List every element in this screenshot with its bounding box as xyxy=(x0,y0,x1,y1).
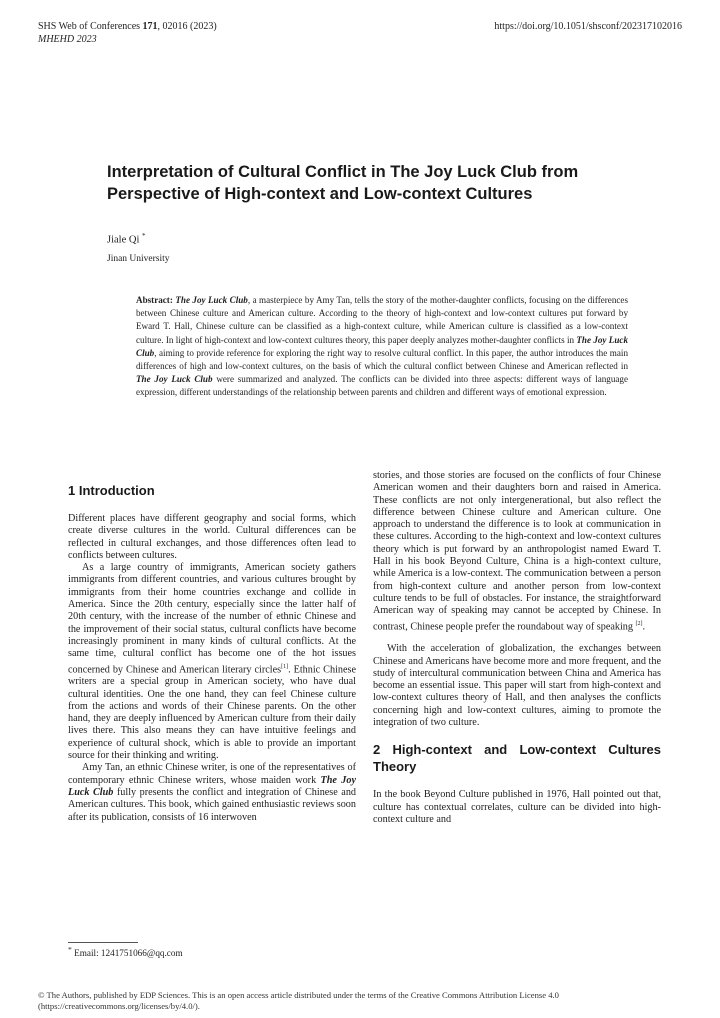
right-column xyxy=(373,470,661,826)
intro-paragraph-4 xyxy=(373,470,661,633)
intro-paragraph-5: With the acceleration of globalization, the exchanges between Chinese and Americans have become more and more frequent, and the study of intercultural communication between China and America has become an essential issue. This paper will start from high-context and low-context cultures theory of Hall, and then analyses the conflicts concerning high and low-context cultures, aiming to promote the integration of two culture. xyxy=(373,643,661,729)
article-number: , 02016 (2023) xyxy=(157,21,217,32)
footnote xyxy=(68,945,183,958)
intro-paragraph-2 xyxy=(68,562,356,762)
intro-work-title: The Joy Luck Club xyxy=(68,774,357,798)
author-line xyxy=(107,232,146,246)
author-footnote-mark: * xyxy=(142,232,146,240)
intro-paragraph-3-cont: fully presents the conflict and integration of Chinese and American cultures. This book, which gained enthusiastic reviews soon after its publication, consists of 16 interwoven xyxy=(68,786,357,823)
intro-paragraph-3-text: Amy Tan, an ethnic Chinese writer, is one of the representatives of contemporary ethnic Chinese writers, whose maiden work xyxy=(68,762,356,786)
citation-1[interactable]: [1] xyxy=(281,663,289,670)
intro-paragraph-3 xyxy=(68,762,356,823)
abstract-label: Abstract: xyxy=(136,295,173,305)
abstract xyxy=(136,294,628,400)
copyright-notice: © The Authors, published by EDP Sciences. This is an open access article distributed under the terms of the Creative Commons Attribution License 4.0 (https://creativecommons.org/licenses/by/4.0/). xyxy=(38,990,559,1011)
citation-2[interactable]: [2] xyxy=(635,620,643,627)
intro-paragraph-2-cont: . Ethnic Chinese writers are a special group in American society, who have dual cultural identities. One the one hand, they can feel Chinese culture from the actions and words of their Chinese parents. On the other hand, they are deeply influenced by American culture from their daily lives there. This also means they can have intuitive feelings and experience of cultural shock, which is able to provide an important source for their thinking and writing. xyxy=(68,663,357,762)
journal-volume: 171 xyxy=(142,21,158,32)
paper-title: Interpretation of Cultural Conflict in The Joy Luck Club from Perspective of High-context and Low-context Cultures xyxy=(107,163,579,203)
left-column xyxy=(68,482,356,824)
affiliation: Jinan University xyxy=(107,254,170,264)
section-2-heading: 2 High-context and Low-context Cultures Theory xyxy=(373,742,661,775)
intro-paragraph-4-text: stories, and those stories are focused on the conflicts of four Chinese American women and their daughters born and raised in America. These conflicts are not only intergenerational, but also reflect the difference between Chinese culture and American culture. One approach to understand the difference is to look at communication in these cultures. According to the high-context and low-context cultures theory which is put forward by an anthropologist named Eward T. Hall in his book Beyond Culture, China is a high-context culture, while America is a low-context. The communication between a person from high-context culture and another person from low-context culture tends to be full of obstacles. For instance, the straightforward American way of speaking may cannot be accepted by Chinese. In contrast, Chinese people prefer the roundabout way of speaking xyxy=(373,470,661,632)
author-name: Jiale Qi xyxy=(107,234,140,246)
abstract-work-title: The Joy Luck Club xyxy=(175,295,248,305)
section-1-heading: 1 Introduction xyxy=(68,483,155,498)
abstract-text-1: , a masterpiece by Amy Tan, tells the story of the mother-daughter conflicts, focusing on the differences between Chinese culture and American culture. According to the theory of high-context and low-context cultures put forward by Eward T. Hall, Chinese culture can be classified as a high-context culture, while American culture is classified as a low-context culture. In light of high-context and low-context cultures theory, this paper deeply analyzes mother-daughter conflicts in xyxy=(136,295,628,345)
doi-link[interactable]: https://doi.org/10.1051/shsconf/202317102016 xyxy=(494,21,682,32)
intro-paragraph-4-end: . xyxy=(642,620,646,632)
paragraph-gap xyxy=(373,633,661,643)
conference-name: MHEHD 2023 xyxy=(38,34,97,45)
footnote-divider xyxy=(68,942,138,943)
footnote-mark: * xyxy=(68,945,72,954)
abstract-work-title-3: The Joy Luck Club xyxy=(136,374,213,385)
intro-paragraph-1: Different places have different geography and social forms, which create diverse cultures in the world. Cultural differences can be reflected in cultural exchanges, and those differences often lead to conflicts between cultures. xyxy=(68,513,356,561)
journal-name: SHS Web of Conferences xyxy=(38,21,141,32)
journal-info xyxy=(38,20,217,46)
footnote-email[interactable]: Email: 1241751066@qq.com xyxy=(74,948,183,959)
intro-paragraph-2-text: As a large country of immigrants, American society gathers immigrants from different countries, and various cultures brought by immigrants from their home countries exchange and collide in America. Since the 20th century, especially since the latter half of 20th century, with the increase of the number of ethnic Chinese and the improvement of their social status, cultural conflicts have become increasingly prominent in many kinds of cultural conflicts. At the same time, cultural conflict has become one of the hot issues concerned by Chinese and American literary circles xyxy=(68,562,356,675)
abstract-text-3: were summarized and analyzed. The conflicts can be divided into three aspects: different ways of language expression, different understandings of the relationship between parents and children and different ways of emotional expression. xyxy=(136,374,628,398)
abstract-work-title-2: The Joy Luck Club xyxy=(136,334,628,358)
section-2-paragraph-1: In the book Beyond Culture published in 1976, Hall pointed out that, culture has contextual correlates, culture can be divided into high-context culture and xyxy=(373,789,661,825)
abstract-text-2: , aiming to provide reference for exploring the right way to resolve cultural conflict. In this paper, the author introduces the main differences of high and low-context cultures, on the basis of which the cultural conflict between Chinese and American reflected in xyxy=(136,347,628,372)
